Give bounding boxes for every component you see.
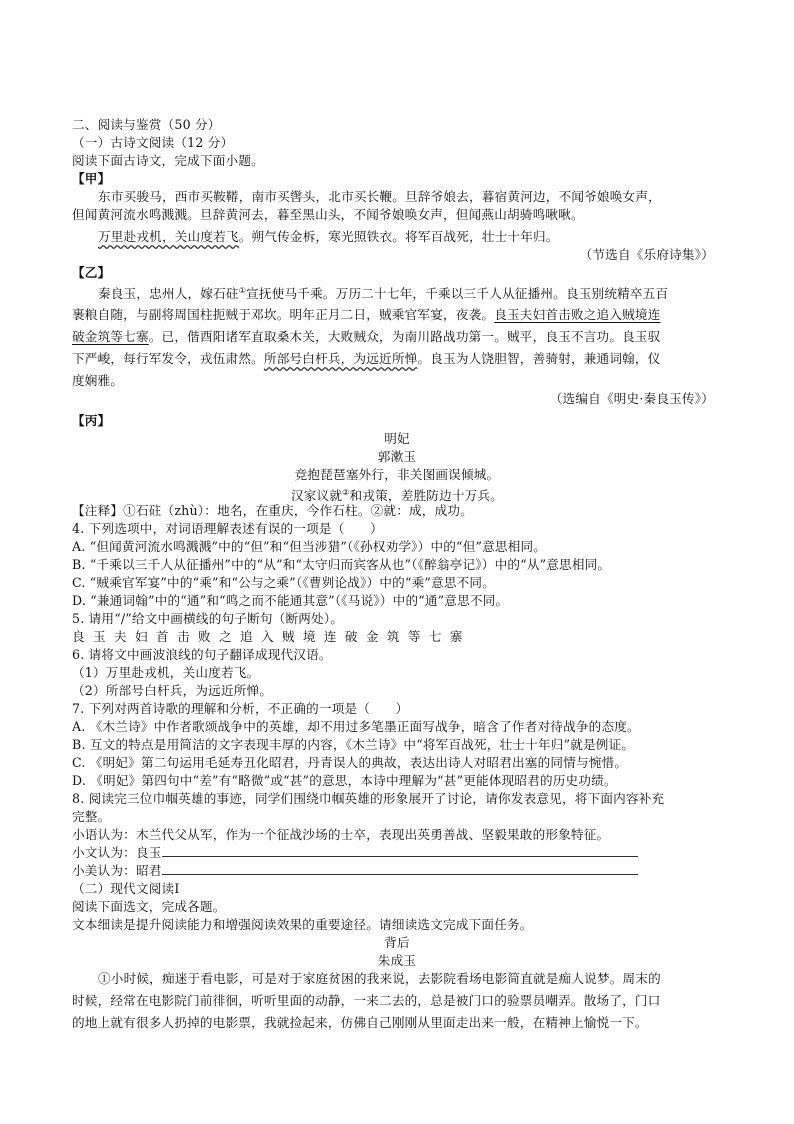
q8-xiaomei-answer-blank[interactable] (162, 862, 638, 875)
q8-xiaomei-label: 小美认为：昭君 (72, 863, 162, 878)
yi-source: （选编自《明史·秦良玉传》） (549, 391, 714, 406)
yi-line-3 (72, 328, 661, 346)
bing-label: 【丙】 (72, 413, 111, 428)
q4-option-c: C. “贼乘官军宴”中的“乘”和“公与之乘”（《曹刿论战》）中的“乘”意思不同。 (72, 575, 496, 590)
q4-option-b: B. “千乘以三千人从征播州”中的“从”和“太守归而宾客从也”（《醉翁亭记》）中的“从”意思相同。 (72, 557, 611, 572)
essay-paragraph-1-line-1: ①小时候，痴迷于看电影，可是对于家庭贫困的我来说，去影院看场电影简直就是痴人说梦。周末的 (98, 971, 661, 986)
part2-instruction: 阅读下面选文，完成各题。 (72, 899, 226, 914)
q7-stem: 7. 下列对两首诗歌的理解和分析，不正确的一项是（ ） (72, 701, 409, 716)
bing-poem-title: 明妃 (384, 431, 410, 446)
q6-item-1: （1）万里赴戎机，关山度若飞。 (72, 665, 260, 680)
q8-xiaoyu-opinion: 小语认为：木兰代父从军，作为一个征战沙场的士卒，表现出英勇善战、坚毅果敢的形象特征。 (72, 827, 610, 842)
jia-wavy-sentence: 万里赴戎机，关山度若飞 (98, 229, 239, 244)
bing-note-2: ② (342, 488, 350, 497)
yi-line-4-c: 。良玉为人饶胆智，善骑射，兼通词翰，仪 (417, 351, 661, 366)
q7-option-c: C. 《明妃》第二句运用毛延寿丑化昭君，丹青误人的典故，表达出诗人对昭君出塞的同情与惋惜。 (72, 755, 628, 770)
bing-line-2-a: 汉家议就 (290, 488, 343, 504)
q6-stem: 6. 请将文中画波浪线的句子翻译成现代汉语。 (72, 647, 332, 662)
q8-xiaomei-row (72, 862, 638, 880)
q8-xiaowen-answer-blank[interactable] (162, 844, 638, 857)
essay-paragraph-1-line-3: 的地上就有很多人扔掉的电影票，我就捡起来，仿佛自己刚刚从里面走出来一般，在精神上愉悦一下。 (72, 1015, 648, 1030)
essay-author: 朱成玉 (377, 953, 417, 968)
yi-line-5: 度娴雅。 (72, 373, 124, 388)
q7-option-b: B. 互文的特点是用简洁的文字表现丰厚的内容，《木兰诗》中“将军百战死，壮士十年归”就是例证。 (72, 737, 635, 752)
part1-title: （一）古诗文阅读（12 分） (72, 135, 234, 150)
essay-paragraph-1-line-2: 时候，经常在电影院门前徘徊，听听里面的动静，一来二去的，总是被门口的验票员嘲弄。散场了，门口 (72, 993, 661, 1008)
jia-line-1: 东市买骏马，西市买鞍鞯，南市买辔头，北市买长鞭。旦辞爷娘去，暮宿黄河边，不闻爷娘唤女声， (98, 189, 661, 204)
yi-note-1: ① (238, 286, 247, 295)
bing-line-2-b: 和戎策，差胜防边十万兵。 (349, 488, 504, 504)
bing-poem-author: 郭漱玉 (377, 449, 417, 464)
yi-underlined-sentence-1: 良玉夫妇首击败之追入贼境连 (494, 307, 661, 322)
q8-xiaowen-label: 小文认为：良玉 (72, 845, 162, 860)
jia-line-3 (98, 228, 559, 246)
q4-stem: 4. 下列选项中，对词语理解表述有误的一项是（ ） (72, 521, 383, 536)
yi-line-1-a: 秦良玉，忠州人，嫁石砫 (98, 286, 239, 302)
q4-option-d: D. “兼通词翰”中的“通”和“鸣之而不能通其意”（《马说》）中的“通”意思不同。 (72, 593, 509, 608)
q7-option-a: A. 《木兰诗》中作者歌颂战争中的英雄，却不用过多笔墨正面写战争，暗含了作者对待战争的态度。 (72, 719, 640, 734)
notes: 【注释】①石砫（zhù）：地名，在重庆，今作石柱。②就：成，成功。 (72, 503, 473, 518)
yi-line-4-a: 下严峻，每行军发令，戎伍肃然。 (72, 351, 264, 366)
jia-source: （节选自《乐府诗集》） (579, 247, 714, 262)
q8-xiaowen-row (72, 844, 638, 862)
yi-line-3-rest: 。已，偕酉阳诸军直取桑木关，大败贼众，为南川路战功第一。贼平，良玉不言功。良玉驭 (148, 329, 661, 344)
q7-option-d: D. 《明妃》第四句中“差”有“略微”或“甚”的意思，本诗中理解为“甚”更能体现昭君的历史功绩。 (72, 773, 617, 788)
yi-label: 【乙】 (72, 265, 111, 280)
yi-line-4 (72, 350, 661, 368)
essay-title: 背后 (384, 935, 410, 950)
part2-task: 文本细读是提升阅读能力和增强阅读效果的重要途径。请细读选文完成下面任务。 (72, 917, 533, 932)
part1-instruction: 阅读下面古诗文，完成下面小题。 (72, 153, 264, 168)
yi-wavy-sentence: 所部号白杆兵，为远近所惮 (263, 351, 418, 366)
section-title: 二、阅读与鉴赏（50 分） (72, 117, 221, 132)
yi-line-2-a: 裹粮自随，与副将周国柱扼贼于邓坎。明年正月二日，贼乘官军宴，夜袭。 (72, 307, 495, 322)
q5-sentence: 良玉夫妇首击败之追入贼境连破金筑等七寨 (72, 629, 471, 644)
q8-stem-line-2: 完整。 (72, 809, 111, 824)
part2-title: （二）现代文阅读Ⅰ (72, 881, 180, 896)
yi-line-2 (72, 306, 661, 324)
bing-poem-line-1: 竞抱琵琶塞外行，非关图画误倾城。 (294, 467, 500, 482)
q8-stem-line-1: 8. 阅读完三位巾帼英雄的事迹，同学们围绕巾帼英雄的形象展开了讨论，请你发表意见，将下面内容补充 (72, 791, 665, 806)
jia-label: 【甲】 (72, 171, 111, 186)
q6-item-2: （2）所部号白杆兵，为远近所惮。 (72, 683, 273, 698)
q5-stem: 5. 请用“/”给文中画横线的句子断句（断两处）。 (72, 611, 344, 626)
yi-line-1 (98, 282, 668, 303)
jia-line-3-rest: 。朔气传金柝，寒光照铁衣。将军百战死，壮士十年归。 (238, 229, 559, 244)
q4-option-a: A. “但闻黄河流水鸣溅溅”中的“但”和“但当涉猎”（《孙权劝学》）中的“但”意思相同。 (72, 539, 547, 554)
yi-underlined-sentence-2: 破金筑等七寨 (72, 329, 149, 344)
yi-line-1-b: 宣抚使马千乘。万历二十七年，千乘以三千人从征播州。良玉别统精卒五百 (246, 286, 669, 302)
jia-line-2: 但闻黄河流水鸣溅溅。旦辞黄河去，暮至黑山头，不闻爷娘唤女声，但闻燕山胡骑鸣啾啾。 (72, 207, 584, 222)
